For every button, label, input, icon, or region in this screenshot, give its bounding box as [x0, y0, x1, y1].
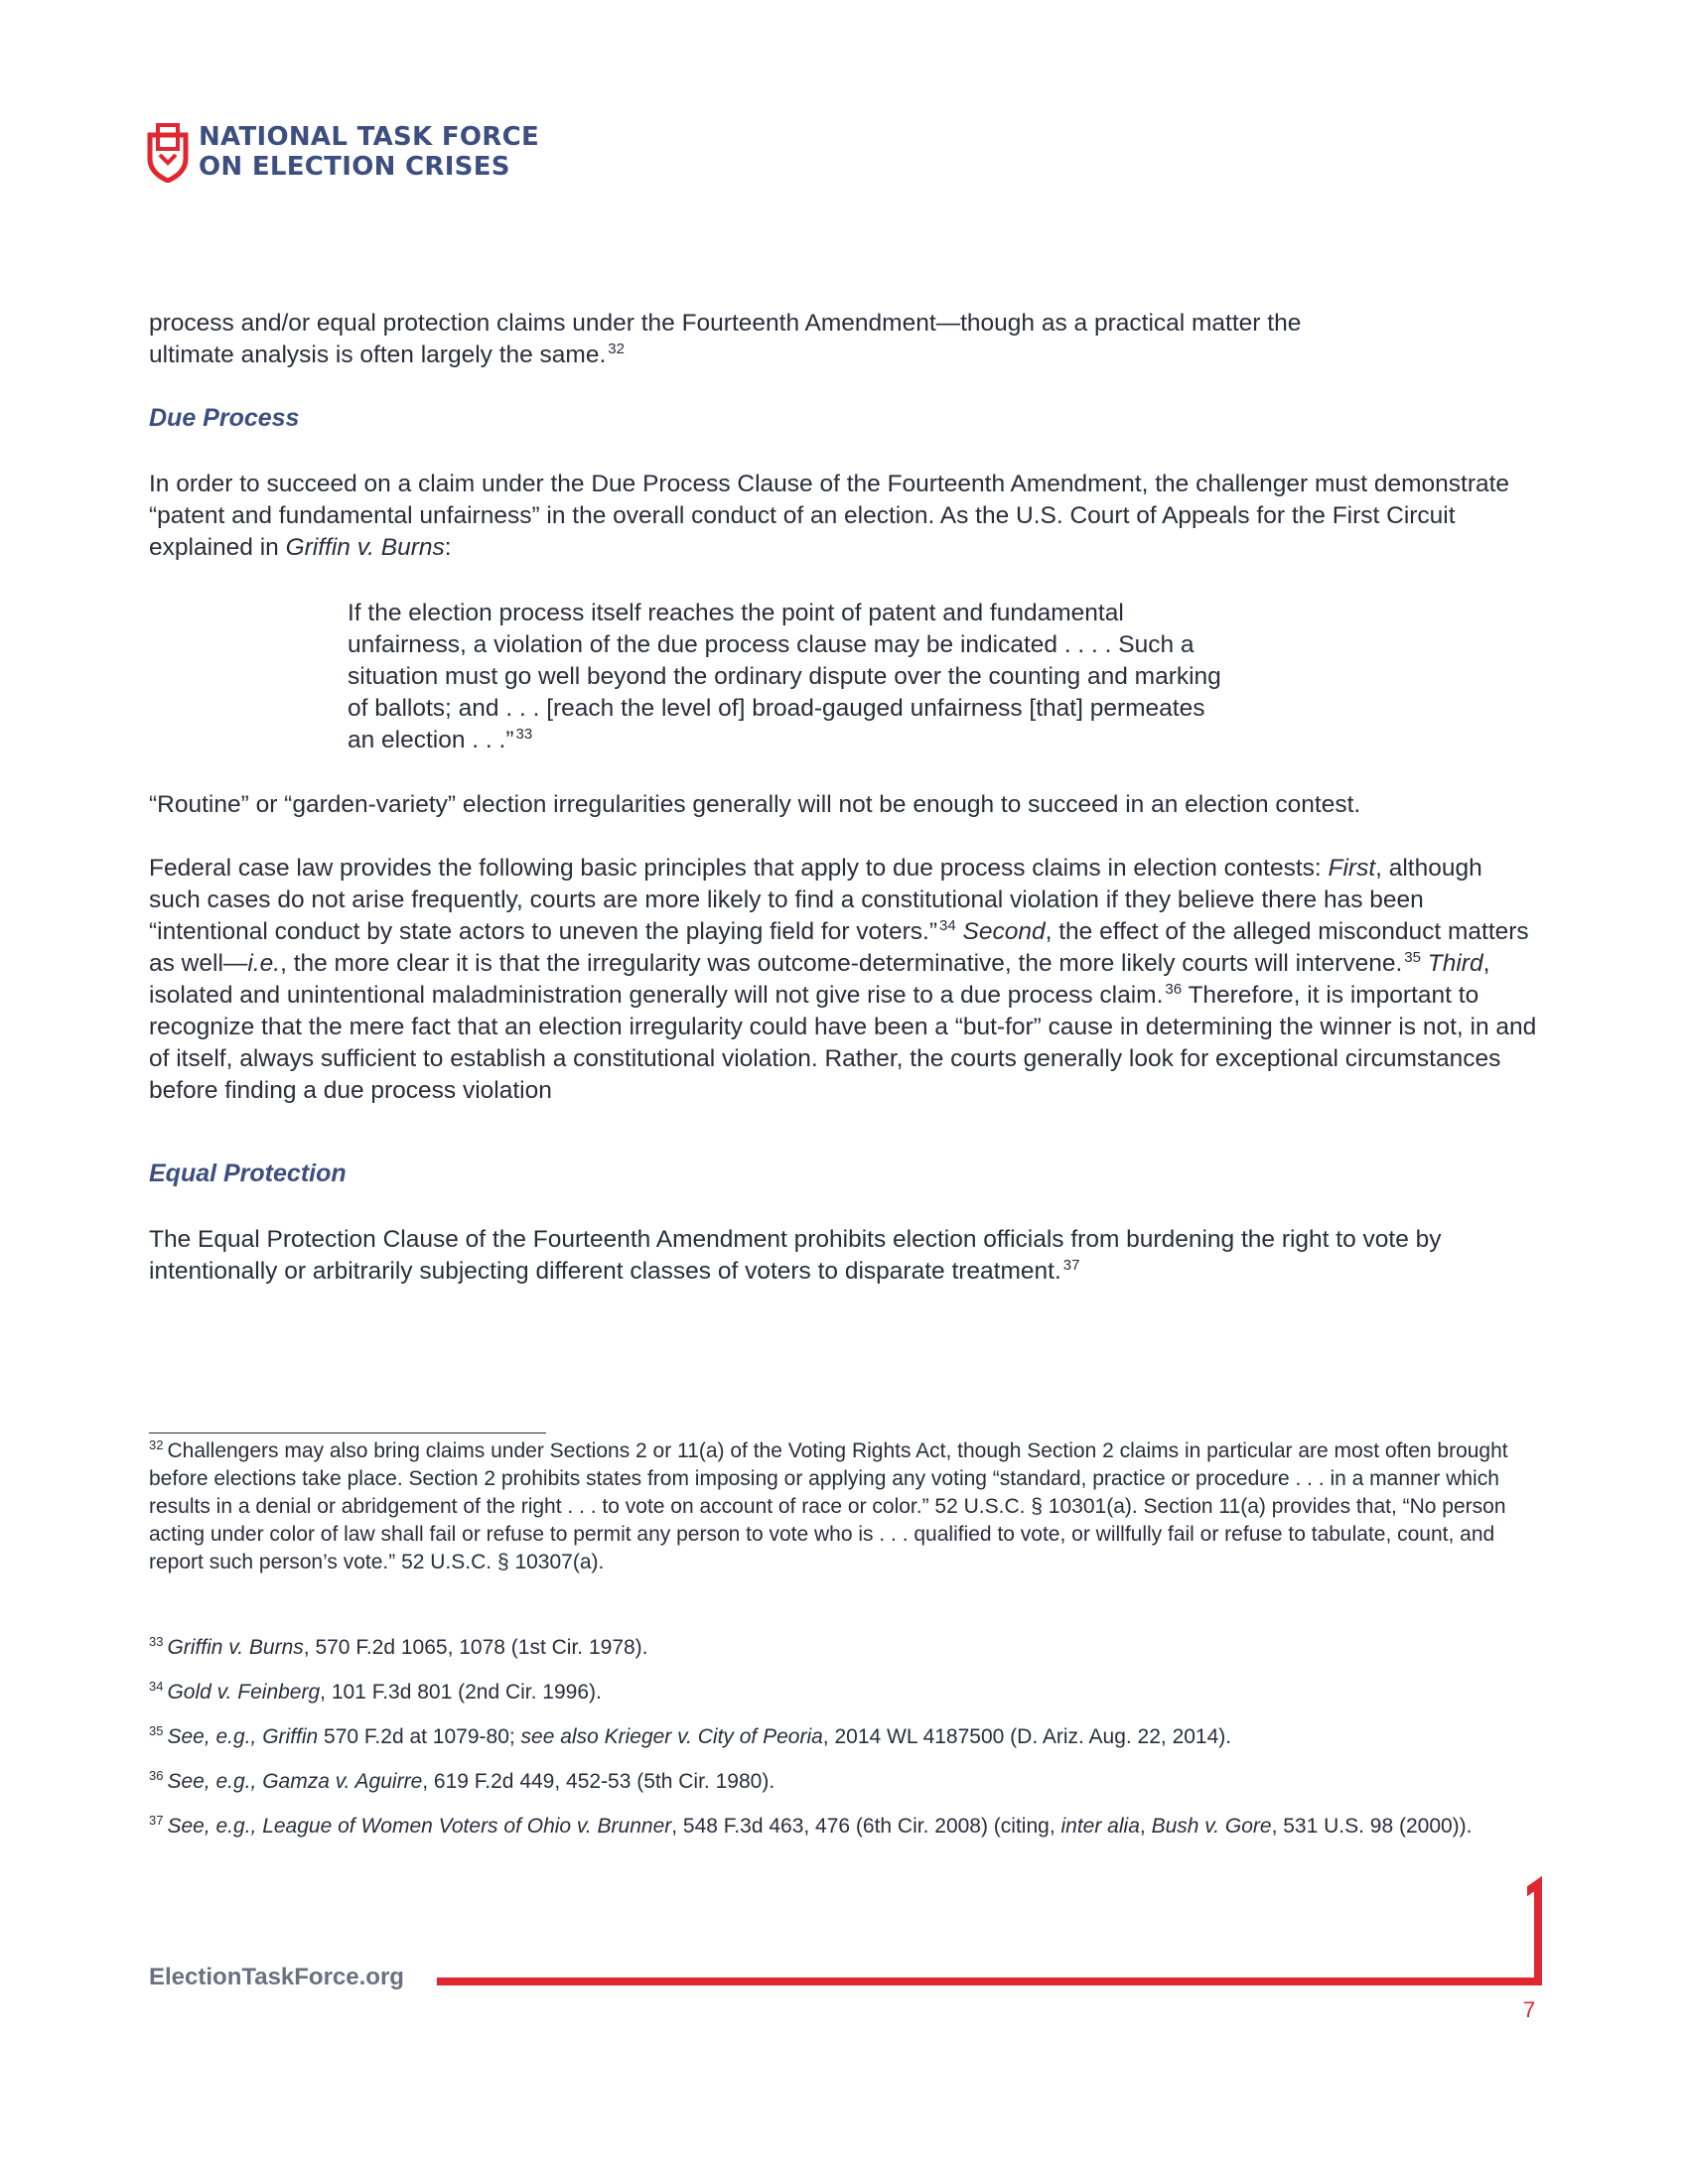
footnote-text: , 101 F.3d 801 (2nd Cir. 1996).	[320, 1681, 602, 1704]
footnote-number: 37	[149, 1813, 164, 1828]
due-process-paragraph-3	[149, 853, 1539, 1107]
footnote-case-2: see also Krieger v. City of Peoria	[520, 1725, 823, 1748]
ballot-shield-logo-icon	[147, 121, 189, 183]
quote-line-2: unfairness, a violation of the due process clause may be indicated . . . . Such a	[348, 631, 1195, 658]
intro-line-1: process and/or equal protection claims under the Fourteenth Amendment—though as a practical matter the	[149, 310, 1302, 337]
footnote-number: 35	[149, 1723, 164, 1738]
footnote-32	[149, 1437, 1549, 1576]
p3-text-c: , the effect of the alleged misconduct matters as well—	[149, 918, 1529, 977]
footnote-text: Challengers may also bring claims under Sections 2 or 11(a) of the Voting Rights Act, though Section 2 claims in particular are most often brought before elections take place. Section 2 prohibits states from imposing or applying any voting “standard, practice or procedure . . . in a manner which results in a denial or abridgement of the right . . . to vote on account of race or color.” 52 U.S.C. § 10301(a). Section 11(a) provides that, “No person acting under color of law shall fail or refuse to permit any person to vote who is . . . qualified to vote, or willfully fail or refuse to tabulate, count, and report such person’s vote.” 52 U.S.C. § 10307(a).	[149, 1439, 1508, 1573]
footnote-text: , 619 F.2d 449, 452-53 (5th Cir. 1980).	[422, 1770, 775, 1793]
footnote-36	[149, 1768, 1549, 1796]
footnote-case: Gold v. Feinberg	[167, 1681, 321, 1704]
footnote-number: 34	[149, 1679, 164, 1694]
footnote-35	[149, 1723, 1549, 1751]
footnote-number: 32	[149, 1437, 164, 1452]
p3-first: First	[1328, 855, 1376, 882]
page-number: 7	[1523, 1997, 1536, 2022]
case-citation: Griffin v. Burns	[285, 534, 445, 561]
equal-protection-paragraph	[149, 1224, 1539, 1288]
footnote-ref-36[interactable]: 36	[1165, 980, 1183, 998]
footnote-ref-35[interactable]: 35	[1404, 948, 1421, 966]
header-logo	[147, 121, 539, 183]
footnote-ref-32[interactable]: 32	[608, 340, 625, 357]
due-process-paragraph-2: “Routine” or “garden-variety” election irregularities generally will not be enough to succeed in an election contest.	[149, 791, 1361, 818]
footnote-number: 33	[149, 1634, 164, 1649]
equal-protection-text: The Equal Protection Clause of the Fourteenth Amendment prohibits election officials from burdening the right to vote by intentionally or arbitrarily subjecting different classes of voters to disparate treatment.	[149, 1226, 1442, 1285]
footer-red-bar	[437, 1978, 1540, 1985]
p3-text-a: Federal case law provides the following basic principles that apply to due process claims in election contests:	[149, 855, 1329, 882]
footnote-inter-alia: inter alia	[1060, 1815, 1140, 1838]
p3-text-f: Therefore, it is important to recognize that the mere fact that an election irregularity could have been a “but-for” cause in determining the winner is not, in and of itself, always sufficient to establish a constitutional violation. Rather, the courts generally look for exceptional circumstances before finding a due process violation	[149, 982, 1537, 1104]
footnote-comma: ,	[1139, 1815, 1152, 1838]
footnote-ref-34[interactable]: 34	[938, 916, 956, 934]
footnote-37	[149, 1813, 1549, 1841]
footnote-text: , 570 F.2d 1065, 1078 (1st Cir. 1978).	[303, 1636, 648, 1659]
quote-line-4: of ballots; and . . . [reach the level of] broad-gauged unfairness [that] permeates	[348, 695, 1205, 722]
block-quote	[348, 598, 1340, 756]
p3-second: Second	[962, 918, 1046, 945]
footnote-33	[149, 1634, 1549, 1662]
due-process-heading: Due Process	[149, 404, 300, 432]
footnote-number: 36	[149, 1768, 164, 1783]
quote-line-1: If the election process itself reaches the point of patent and fundamental	[348, 600, 1124, 626]
quote-line-3: situation must go well beyond the ordinary dispute over the counting and marking	[348, 663, 1221, 690]
equal-protection-heading: Equal Protection	[149, 1160, 347, 1187]
p3-text-b: , although such cases do not arise frequently, courts are more likely to find a constitutional violation if they believe there has been “intentional conduct by state actors to uneven the playing field for voters.”	[149, 855, 1482, 945]
footnote-case-2: Bush v. Gore	[1151, 1815, 1272, 1838]
footer-website-link[interactable]: ElectionTaskForce.org	[149, 1964, 404, 1990]
org-name-line-2: ON ELECTION CRISES	[199, 152, 510, 182]
footnote-text: , 548 F.3d 463, 476 (6th Cir. 2008) (citing,	[671, 1815, 1061, 1838]
footer-red-vertical-bar	[1534, 1886, 1542, 1985]
footnote-case: See, e.g., League of Women Voters of Ohio v. Brunner	[167, 1815, 672, 1838]
p3-text-e: , isolated and unintentional maladministration generally will not give rise to a due process claim.	[149, 950, 1490, 1009]
due-process-paragraph-1	[149, 469, 1539, 564]
quote-line-5: an election . . .”	[348, 727, 514, 753]
p3-text-d: , the more clear it is that the irregularity was outcome-determinative, the more likely courts will intervene.	[280, 950, 1403, 977]
footnote-case: Griffin v. Burns	[167, 1636, 304, 1659]
footnote-text-2: , 2014 WL 4187500 (D. Ariz. Aug. 22, 2014).	[822, 1725, 1232, 1748]
footnote-34	[149, 1679, 1549, 1706]
footnote-ref-37[interactable]: 37	[1062, 1256, 1080, 1274]
colon: :	[444, 534, 452, 561]
footnote-case: See, e.g., Griffin	[167, 1725, 319, 1748]
footnote-text: 570 F.2d at 1079-80;	[318, 1725, 521, 1748]
org-name-line-1: NATIONAL TASK FORCE	[199, 122, 540, 152]
footnote-case: See, e.g., Gamza v. Aguirre	[167, 1770, 423, 1793]
footnote-text-2: , 531 U.S. 98 (2000)).	[1271, 1815, 1473, 1838]
p3-ie: i.e.	[247, 950, 281, 977]
intro-line-2: ultimate analysis is often largely the same.	[149, 341, 607, 368]
p3-third: Third	[1427, 950, 1483, 977]
organization-name	[199, 122, 539, 182]
intro-paragraph	[149, 308, 1539, 371]
due-process-text: In order to succeed on a claim under the Due Process Clause of the Fourteenth Amendment, the challenger must demonstrate “patent and fundamental unfairness” in the overall conduct of an election. As the U.S. Court of Appeals for the First Circuit explained in	[149, 471, 1510, 561]
footnote-ref-33[interactable]: 33	[515, 725, 533, 743]
